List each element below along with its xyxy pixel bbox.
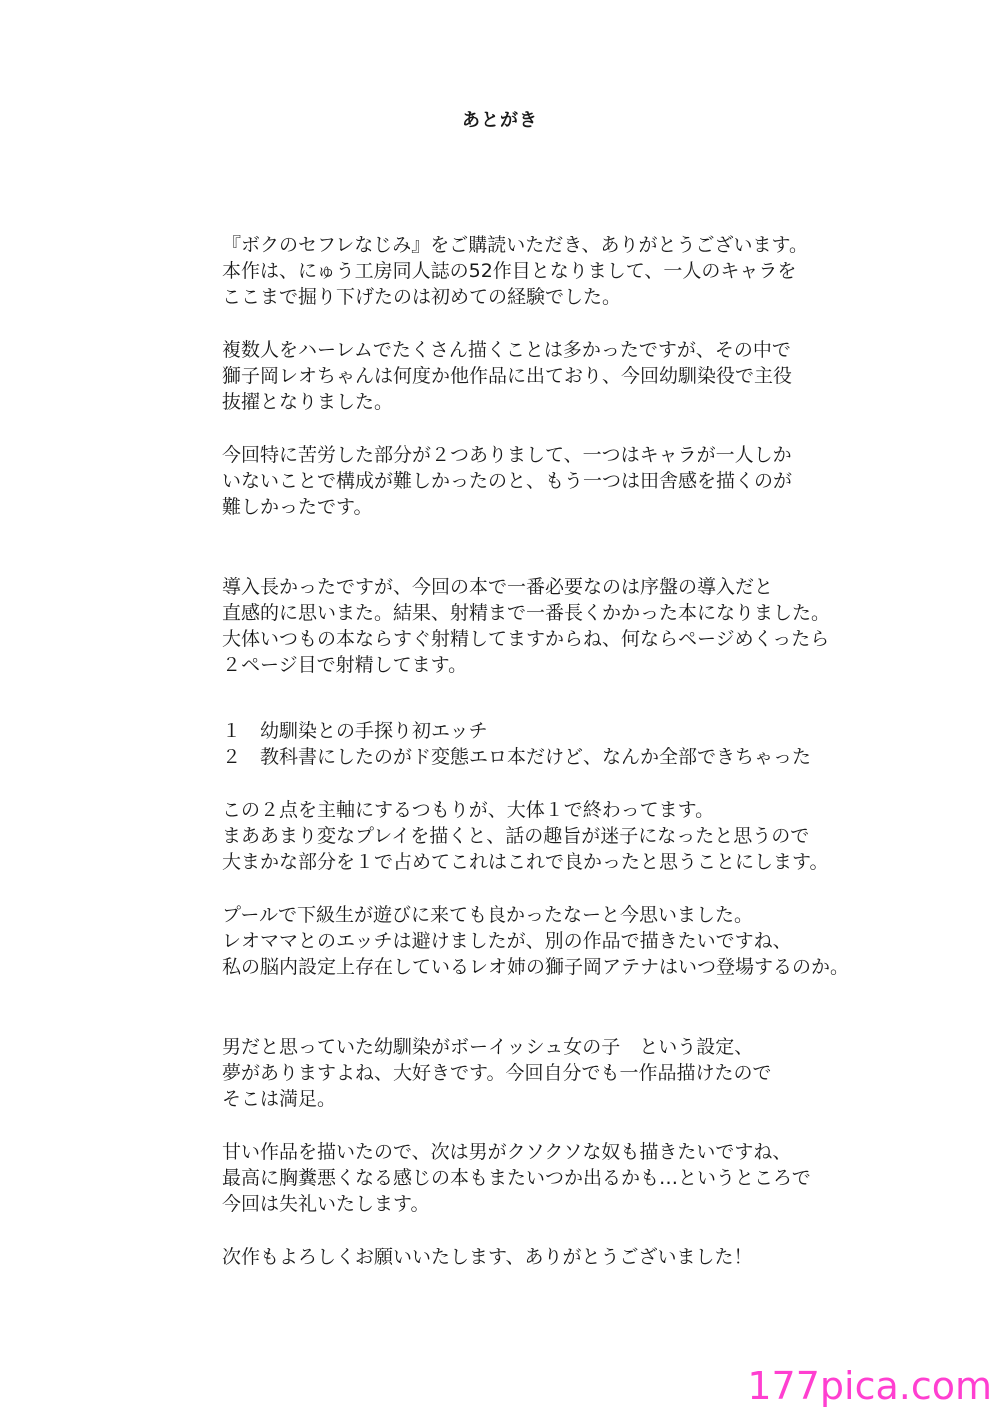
text-line: 今回は失礼いたします。	[222, 1193, 430, 1215]
text-line: レオママとのエッチは避けましたが、別の作品で描きたいですね、	[222, 930, 792, 952]
list-item: ２ 教科書にしたのがド変態エロ本だけど、なんか全部できちゃった	[222, 746, 812, 768]
text-line: 『ボクのセフレなじみ』をご購読いただき、ありがとうございます。	[222, 234, 808, 256]
text-line: そこは満足。	[222, 1088, 337, 1110]
text-line: ２ページ目で射精してます。	[222, 654, 468, 676]
watermark-text: 177pica.com	[747, 1364, 992, 1408]
numbered-list	[222, 718, 942, 770]
text-line: 複数人をハーレムでたくさん描くことは多かったですが、その中で	[222, 339, 791, 361]
paragraph	[222, 902, 942, 980]
paragraph	[222, 797, 942, 875]
text-line: 大まかな部分を１で占めてこれはこれで良かったと思うことにします。	[222, 851, 829, 873]
paragraph	[222, 574, 942, 678]
text-line: いないことで構成が難しかったのと、もう一つは田舎感を描くのが	[222, 470, 793, 492]
text-line: 獅子岡レオちゃんは何度か他作品に出ており、今回幼馴染役で主役	[222, 365, 793, 387]
text-line: プールで下級生が遊びに来ても良かったなーと今思いました。	[222, 904, 754, 926]
list-item: １ 幼馴染との手探り初エッチ	[222, 720, 488, 742]
paragraph	[222, 1244, 942, 1270]
text-line: 大体いつもの本ならすぐ射精してますからね、何ならページめくったら	[222, 628, 830, 650]
text-line: 男だと思っていた幼馴染がボーイッシュ女の子 という設定、	[222, 1036, 754, 1058]
paragraph	[222, 232, 942, 310]
text-line: 導入長かったですが、今回の本で一番必要なのは序盤の導入だと	[222, 576, 774, 598]
text-line: 本作は、にゅう工房同人誌の52作目となりまして、一人のキャラを	[222, 260, 797, 282]
paragraph	[222, 1034, 942, 1112]
text-line: この２点を主軸にするつもりが、大体１で終わってます。	[222, 799, 715, 821]
text-line: 最高に胸糞悪くなる感じの本もまたいつか出るかも…というところで	[222, 1167, 811, 1189]
text-line: 次作もよろしくお願いいたします、ありがとうございました！	[222, 1246, 753, 1268]
paragraph	[222, 442, 942, 520]
text-line: まああまり変なプレイを描くと、話の趣旨が迷子になったと思うので	[222, 825, 810, 847]
text-line: 夢がありますよね、大好きです。今回自分でも一作品描けたので	[222, 1062, 772, 1084]
text-line: 難しかったです。	[222, 496, 373, 518]
text-line: ここまで掘り下げたのは初めての経験でした。	[222, 286, 622, 308]
text-line: 私の脳内設定上存在しているレオ姉の獅子岡アテナはいつ登場するのか。	[222, 956, 850, 978]
paragraph	[222, 337, 942, 415]
text-line: 直感的に思いまた。結果、射精まで一番長くかかった本になりました。	[222, 602, 831, 624]
text-line: 今回特に苦労した部分が２つありまして、一つはキャラが一人しか	[222, 444, 792, 466]
text-line: 抜擢となりました。	[222, 391, 394, 413]
text-line: 甘い作品を描いたので、次は男がクソクソな奴も描きたいですね、	[222, 1141, 792, 1163]
page-title: あとがき	[462, 110, 538, 131]
afterword-body	[222, 232, 942, 1270]
paragraph	[222, 1139, 942, 1217]
